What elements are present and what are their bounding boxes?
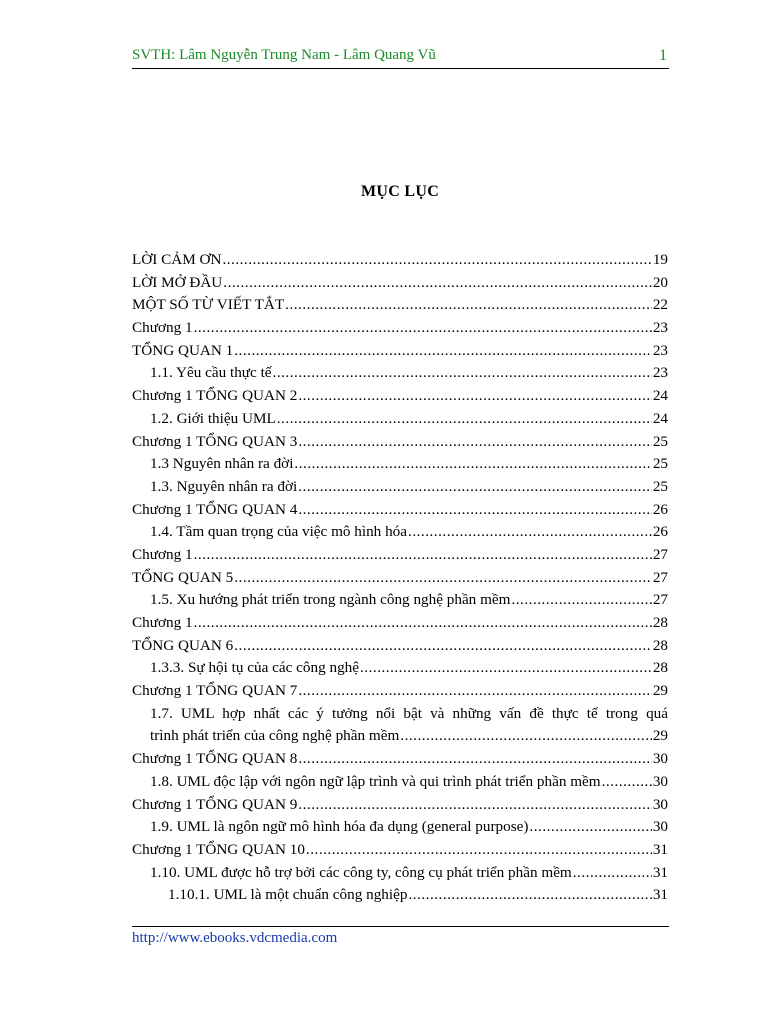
toc-leader-dots bbox=[234, 340, 652, 363]
toc-entry-text: TỔNG QUAN 6 bbox=[132, 636, 234, 654]
toc-leader-dots bbox=[360, 657, 652, 680]
toc-page-number: 27 bbox=[652, 568, 668, 586]
toc-entry-text: 1.4. Tầm quan trọng của việc mô hình hóa bbox=[150, 523, 408, 541]
toc-leader-dots bbox=[298, 794, 651, 817]
table-of-contents bbox=[132, 249, 668, 907]
toc-entry-text: LỜI MỞ ĐẦU bbox=[132, 273, 223, 291]
toc-page-number: 28 bbox=[652, 614, 668, 631]
toc-entry-text-cont: trình phát triển của công nghệ phần mềm bbox=[150, 727, 400, 745]
toc-leader-dots bbox=[234, 567, 652, 590]
toc-leader-dots bbox=[222, 249, 651, 272]
toc-entry-text: MỘT SỐ TỪ VIẾT TẮT bbox=[132, 296, 285, 314]
toc-entry[interactable] bbox=[132, 816, 668, 839]
toc-entry-text: Chương 1 TỔNG QUAN 4 bbox=[132, 500, 298, 518]
toc-page-number: 30 bbox=[652, 750, 668, 768]
toc-page-number: 30 bbox=[652, 818, 668, 836]
page-title: MỤC LỤC bbox=[360, 183, 440, 200]
toc-page-number: 30 bbox=[652, 795, 668, 813]
toc-entry[interactable] bbox=[132, 657, 668, 680]
toc-entry-text: Chương 1 TỔNG QUAN 7 bbox=[132, 682, 298, 700]
toc-entry[interactable] bbox=[132, 567, 668, 590]
toc-entry[interactable] bbox=[132, 794, 668, 817]
toc-entry[interactable] bbox=[132, 499, 668, 522]
toc-leader-dots bbox=[573, 862, 652, 885]
toc-entry-text: 1.3. Nguyên nhân ra đời bbox=[150, 477, 298, 495]
toc-page-number: 31 bbox=[652, 840, 668, 858]
footer-divider bbox=[132, 926, 669, 927]
toc-entry-text: Chương 1 TỔNG QUAN 2 bbox=[132, 387, 298, 405]
toc-page-number: 24 bbox=[652, 387, 668, 405]
toc-entry-text: Chương 1 bbox=[132, 614, 193, 631]
toc-page-number: 26 bbox=[652, 523, 668, 541]
toc-leader-dots bbox=[234, 635, 652, 658]
toc-entry[interactable] bbox=[132, 748, 668, 771]
toc-entry-text: Chương 1 TỔNG QUAN 3 bbox=[132, 432, 298, 450]
toc-entry-text: 1.5. Xu hướng phát triển trong ngành công nghệ phần mềm bbox=[150, 591, 511, 609]
toc-entry-text: 1.9. UML là ngôn ngữ mô hình hóa đa dụng (general purpose) bbox=[150, 818, 529, 836]
toc-leader-dots bbox=[408, 521, 652, 544]
toc-entry[interactable] bbox=[132, 249, 668, 272]
toc-leader-dots bbox=[408, 884, 651, 907]
toc-entry[interactable] bbox=[132, 453, 668, 476]
toc-entry[interactable] bbox=[132, 362, 668, 385]
toc-page-number: 31 bbox=[652, 886, 668, 904]
toc-entry[interactable] bbox=[132, 771, 668, 794]
toc-leader-dots bbox=[298, 748, 651, 771]
toc-page-number: 23 bbox=[652, 341, 668, 359]
header-author: SVTH: Lâm Nguyễn Trung Nam - Lâm Quang Vũ bbox=[132, 47, 436, 63]
toc-entry-text: 1.3.3. Sự hội tụ của các công nghệ bbox=[150, 659, 359, 677]
page-header bbox=[132, 46, 669, 69]
toc-entry-text: Chương 1 TỔNG QUAN 9 bbox=[132, 795, 298, 813]
toc-entry-text: 1.1. Yêu cầu thực tế bbox=[150, 364, 272, 382]
toc-page-number: 20 bbox=[652, 273, 668, 291]
toc-entry-text: Chương 1 TỔNG QUAN 8 bbox=[132, 750, 298, 768]
toc-page-number: 25 bbox=[652, 432, 668, 450]
toc-entry-text: 1.10. UML được hỗ trợ bởi các công ty, công cụ phát triển phần mềm bbox=[150, 863, 572, 881]
toc-entry-text: Chương 1 TỔNG QUAN 10 bbox=[132, 840, 305, 858]
toc-page-number: 31 bbox=[652, 863, 668, 881]
toc-entry[interactable] bbox=[132, 635, 668, 658]
toc-leader-dots bbox=[298, 499, 651, 522]
toc-entry[interactable] bbox=[132, 612, 668, 635]
toc-entry-text: Chương 1 bbox=[132, 319, 193, 337]
toc-leader-dots bbox=[194, 544, 652, 567]
toc-entry-text: Chương 1 bbox=[132, 545, 193, 563]
toc-entry-text: 1.10.1. UML là một chuẩn công nghiệp bbox=[168, 886, 408, 904]
toc-page-number: 30 bbox=[652, 772, 668, 790]
toc-page-number: 22 bbox=[652, 296, 668, 314]
toc-leader-dots bbox=[277, 408, 652, 431]
toc-leader-dots bbox=[273, 362, 652, 385]
toc-entry[interactable] bbox=[132, 884, 668, 907]
toc-page-number: 26 bbox=[652, 500, 668, 518]
toc-page-number: 19 bbox=[652, 251, 668, 268]
toc-entry[interactable] bbox=[132, 703, 668, 748]
toc-leader-dots bbox=[306, 839, 652, 862]
toc-page-number: 23 bbox=[652, 319, 668, 337]
toc-page-number: 27 bbox=[652, 591, 668, 609]
toc-page-number: 28 bbox=[652, 659, 668, 677]
toc-leader-dots bbox=[298, 476, 652, 499]
toc-entry[interactable] bbox=[132, 340, 668, 363]
toc-leader-dots bbox=[511, 589, 651, 612]
toc-entry[interactable] bbox=[132, 431, 668, 454]
toc-entry[interactable] bbox=[132, 476, 668, 499]
toc-page-number: 23 bbox=[652, 364, 668, 382]
toc-entry[interactable] bbox=[132, 294, 668, 317]
toc-leader-dots bbox=[294, 453, 651, 476]
toc-leader-dots bbox=[298, 680, 651, 703]
toc-leader-dots bbox=[602, 771, 652, 794]
toc-page-number: 25 bbox=[652, 477, 668, 495]
toc-entry-text: TỔNG QUAN 1 bbox=[132, 341, 234, 359]
toc-page-number: 24 bbox=[652, 409, 668, 427]
footer-link[interactable]: http://www.ebooks.vdcmedia.com bbox=[132, 930, 338, 946]
toc-leader-dots bbox=[298, 431, 651, 454]
toc-entry-text: 1.7. UML hợp nhất các ý tưởng nổi bật và những vấn đề thực tế trong quá bbox=[150, 704, 668, 722]
toc-entry-text: TỔNG QUAN 5 bbox=[132, 568, 234, 586]
toc-leader-dots bbox=[223, 272, 652, 295]
toc-entry[interactable] bbox=[132, 408, 668, 431]
toc-leader-dots bbox=[194, 612, 652, 635]
toc-page-number: 25 bbox=[652, 455, 668, 473]
toc-entry[interactable] bbox=[132, 680, 668, 703]
toc-leader-dots bbox=[194, 317, 652, 340]
toc-entry-text: 1.3 Nguyên nhân ra đời bbox=[150, 455, 294, 473]
toc-entry[interactable] bbox=[132, 862, 668, 885]
toc-entry-text: 1.2. Giới thiệu UML bbox=[150, 409, 276, 427]
toc-leader-dots bbox=[529, 816, 651, 839]
toc-leader-dots bbox=[298, 385, 651, 408]
toc-entry[interactable] bbox=[132, 544, 668, 567]
toc-entry[interactable] bbox=[132, 385, 668, 408]
toc-page-number: 29 bbox=[652, 727, 668, 745]
toc-entry[interactable] bbox=[132, 272, 668, 295]
toc-page-number: 28 bbox=[652, 636, 668, 654]
toc-entry[interactable] bbox=[132, 839, 668, 862]
toc-entry-text: 1.8. UML độc lập với ngôn ngữ lập trình và qui trình phát triển phần mềm bbox=[150, 772, 601, 790]
toc-page-number: 29 bbox=[652, 682, 668, 700]
toc-leader-dots bbox=[285, 294, 652, 317]
toc-leader-dots bbox=[400, 725, 652, 748]
toc-page-number: 27 bbox=[652, 545, 668, 563]
header-page-number: 1 bbox=[659, 47, 667, 64]
toc-entry[interactable] bbox=[132, 317, 668, 340]
toc-entry-text: LỜI CẢM ƠN bbox=[132, 251, 222, 268]
toc-entry[interactable] bbox=[132, 521, 668, 544]
toc-entry[interactable] bbox=[132, 589, 668, 612]
